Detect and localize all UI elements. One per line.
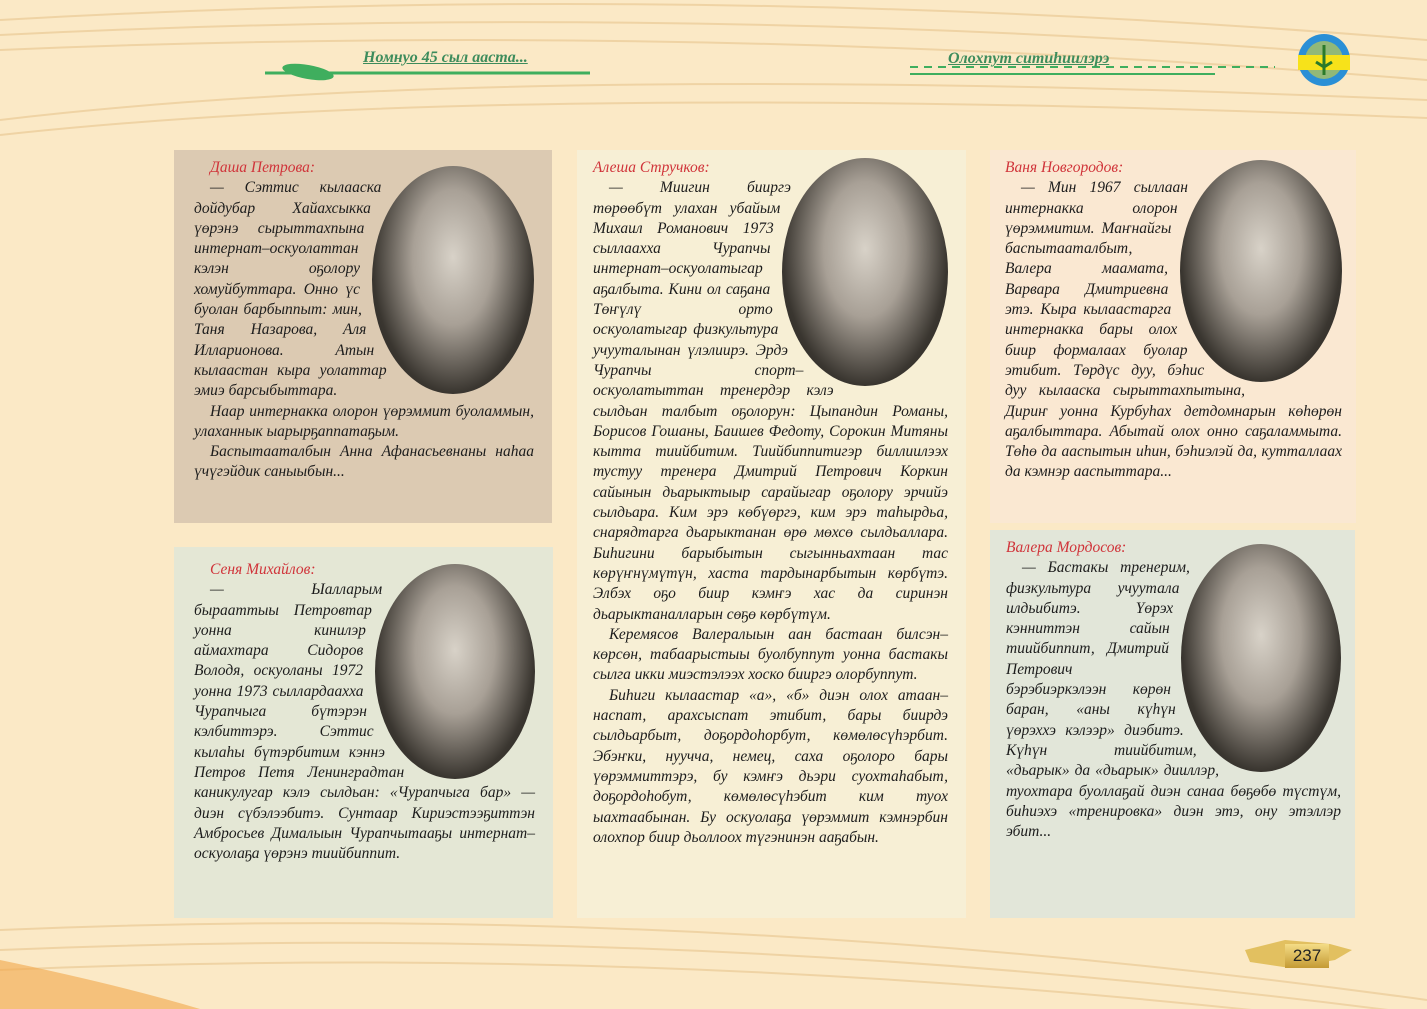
portrait-photo <box>1181 544 1341 772</box>
article-dasha: Даша Петрова: — Сэттис кылааска дойдубар Хайахсыкка үөрэнэ сырыттахпына интернат–оскуолаттан кэлэн оҕолору хомуйбуттара. Онно үс буолан барбыппыт: мин, Таня Назарова, Аля Илларионова. Атын кылаастан кыра уолаттар эмиэ барсыбыттара. Наар интернакка олорон үөрэммит буоламмын, улаханнык ыарырҕаппатаҕым. Баспытааталбын Анна Афанасьевнаны наһаа үчүгэйдик саныыбын... <box>174 150 552 523</box>
author-name: Ваня Новгородов: <box>1005 159 1124 176</box>
article-senya: Сеня Михайлов: — Ыалларым бырааттыы Петровтар уонна кинилэр аймахтара Сидоров Володя, оскуоланы 1972 уонна 1973 сыллардаахха Чурапчыга бүтэрэн кэлбиттэрэ. Сэттис кылаһы бүтэрбитим кэннэ Петров Петя Ленинградтан каникулугар кэлэ сылдьан: «Чурапчыга бар» — диэн сүбэлээбитэ. Сунтаар Кириэстээҕиттэн Амбросьев Дималыын Чурапчытааҕы интернат–оскуолаҕа үөрэнэ тиийбиппит. <box>174 547 553 918</box>
portrait-photo <box>375 564 535 779</box>
section-title-right: Олохпут ситиһиилэрэ <box>948 50 1110 67</box>
portrait-photo <box>1180 160 1342 382</box>
author-name: Валера Мордосов: <box>1006 539 1127 556</box>
page-number: 237 <box>1285 944 1329 968</box>
author-name: Сеня Михайлов: <box>210 561 316 578</box>
portrait-photo <box>782 158 948 386</box>
portrait-photo <box>372 166 534 394</box>
section-title-left: Номнуо 45 сыл ааста... <box>363 49 528 66</box>
emblem-icon <box>1298 34 1350 86</box>
article-valera: Валера Мордосов: — Бастакы тренерим, физкультура учуутала илдьибитэ. Үөрэх кэнниттэн сайын тиийбиппит, Дмитрий Петрович бэрэбиэркэлээн көрөн баран, «аны күһүн үөрэххэ кэлээр» диэбитэ. Күһүн тиийбитим, «дьарык» да «дьарык» дииллэр, туохтара буоллаҕай диэн санаа бөҕөбө түстүм, биһиэхэ «тренировка» диэн этэ, ону этэллэр эбит... <box>990 530 1355 918</box>
author-name: Даша Петрова: <box>210 159 316 176</box>
article-alesha: Алеша Стручков: — Миигин бииргэ төрөөбүт улахан убайым Михаил Романович 1973 сыллаахха Чурапчы интернат–оскуолатыгар аҕалбыта. Кини ол саҕана Төҥүлү орто оскуолатыгар физкультура учууталынан үлэлиирэ. Эрдэ Чурапчы спорт–оскуолатыттан тренердэр кэлэ сылдьан талбыт оҕолорун: Цыпандин Романы, Борисов Гошаны, Баишев Федоту, Сорокин Митяны кытта тиийбитим. Тиийбиппитигэр биллиилээх тустуу тренера Дмитрий Петрович Коркин сайынын дьарыктыыр сарайыгар оҕолору эрчийэ сылдьара. Ким эрэ көбүөргэ, ким эрэ таһырдьа, снарядтарга дьарыктанан өрө мөхсө сылдьаллара. Биһигини барыбытын сыгынньахтаан тас көрүҥнүмүтүн, хаста тардынарбытын көрбүтэ. Элбэх оҕо биир кэмҥэ хас да сиринэн дьарыктаналларын сөҕө көрбүтүм. Керемясов Валералыын аан бастаан билсэн–көрсөн, табаарыстыы буолбуппут уонна бастакы сылга икки миэстэлээх хоско бииргэ олорбуппут. Биһиги кылаастар «а», «б» диэн олох атаан–наспат, арахсыспат этибит, бары биирдэ сылдьарбыт, доҕордоһорбут, көмөлөсүһэрбит. Эбэҥки, нуучча, немец, саха оҕолоро бары үөрэммиттэрэ, бу кэмҥэ дьэри суохтаһабыт, доҕордоһобут, көмөлөсүһэбит ким туох ыахтаабынан. Бу оскуолаҕа үөрэммит кэмнэрбин олохпор биир дьоллоох түгэнинэн ааҕабын. <box>577 150 966 918</box>
article-vanya: Ваня Новгородов: — Мин 1967 сыллаан интернакка олорон үөрэммитим. Маҥнайгы баспытааталбыт, Валера маамата, Варвара Дмитриевна этэ. Кыра кылаастарга интернакка бары олох биир формалаах буолар этибит. Төрдүс дуу, бэһис дуу кылааска сырыттахпытына, Дириҥ уонна Курбуһах детдомнарын көһөрөн аҕалбыттара. Абытай олох онно саҕаламмыта. Төһө да ааспытын иһин, бэһиэлэй да, кутталлаах да кэмнэр ааспыттара... <box>990 150 1356 523</box>
author-name: Алеша Стручков: <box>593 159 710 176</box>
